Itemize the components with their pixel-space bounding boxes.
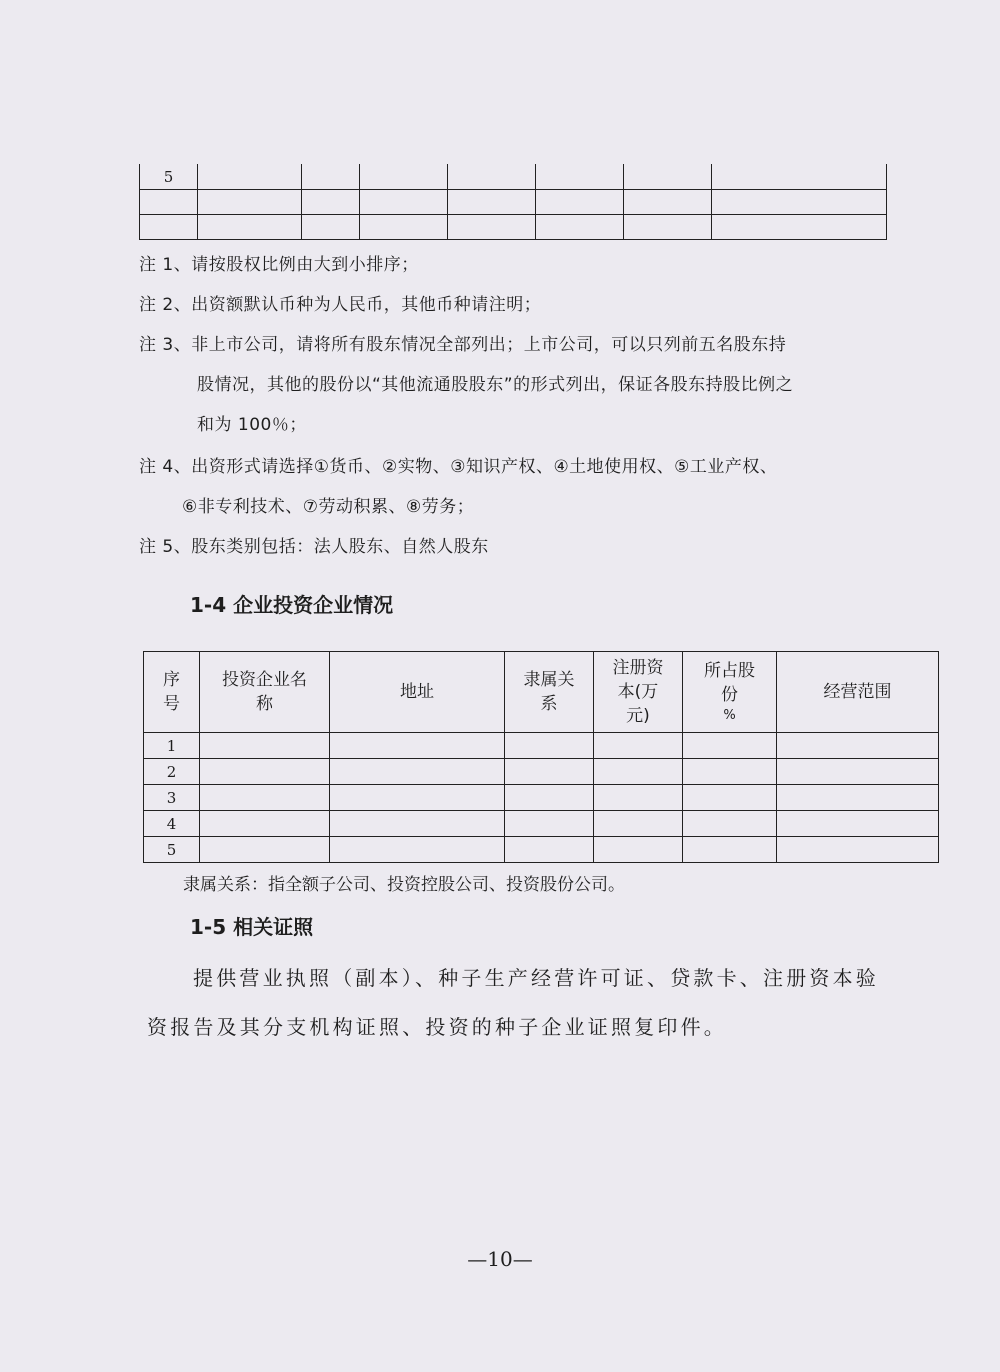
table-cell [712,190,887,215]
table-cell [360,164,448,190]
relation-footnote: 隶属关系：指全额子公司、投资控股公司、投资股份公司。 [183,875,625,895]
table-cell [683,733,777,759]
row-number: 1 [144,733,200,759]
header-address: 地址 [330,652,505,733]
section-title-1-4: 1-4 企业投资企业情况 [190,593,394,617]
row-number: 3 [144,785,200,811]
row-number: 5 [144,837,200,863]
table-cell [302,190,360,215]
table-cell [198,164,302,190]
table-cell [505,837,594,863]
table-cell [683,811,777,837]
table-row [144,785,939,811]
table-cell [624,215,712,240]
note-5: 注 5、股东类别包括：法人股东、自然人股东 [139,537,489,557]
table-cell [330,785,505,811]
table-row [140,190,887,215]
shareholder-table-continuation [139,164,887,240]
table-cell [594,785,683,811]
table-cell [200,759,330,785]
table-cell [302,164,360,190]
table-cell [594,759,683,785]
investment-table [143,651,939,863]
table-row [144,837,939,863]
header-relation: 隶属关 系 [505,652,594,733]
table-cell [302,215,360,240]
table-cell [360,215,448,240]
table-row [144,733,939,759]
note-3-line-3: 和为 100％； [197,415,307,435]
note-4: 注 4、出资形式请选择①货币、②实物、③知识产权、④土地使用权、⑤工业产权、 [139,457,778,477]
table-cell [200,785,330,811]
paragraph-line-2: 资报告及其分支机构证照、投资的种子企业证照复印件。 [147,1015,727,1039]
row-number: 4 [144,811,200,837]
table-cell [777,837,939,863]
table-cell [683,837,777,863]
note-3-line-2: 股情况，其他的股份以“其他流通股股东”的形式列出，保证各股东持股比例之 [197,375,794,395]
table-cell [505,811,594,837]
page-number: —10— [467,1247,533,1271]
table-cell [198,215,302,240]
table-row [140,215,887,240]
table-cell [505,733,594,759]
table-cell [200,733,330,759]
table-cell [624,164,712,190]
table-cell [594,733,683,759]
header-company-name: 投资企业名 称 [200,652,330,733]
note-4-line-2: ⑥非专利技术、⑦劳动积累、⑧劳务； [182,497,475,517]
table-cell [683,759,777,785]
section-title-1-5: 1-5 相关证照 [190,915,314,939]
table-cell [330,733,505,759]
table-cell [536,215,624,240]
table-row [144,759,939,785]
table-cell [330,811,505,837]
header-business-scope: 经营范围 [777,652,939,733]
table-cell [330,837,505,863]
table-cell [594,837,683,863]
table-cell [777,759,939,785]
header-share-percent: 所占股 份 % [683,652,777,733]
header-seq: 序 号 [144,652,200,733]
table-cell [198,190,302,215]
table-cell [448,190,536,215]
table-cell [505,759,594,785]
table-cell [140,215,198,240]
header-registered-capital: 注册资 本(万 元) [594,652,683,733]
table-cell [777,811,939,837]
table-cell [536,164,624,190]
row-number: 2 [144,759,200,785]
table-cell: 5 [140,164,198,190]
table-cell [360,190,448,215]
paragraph-line-1: 提供营业执照（副本）、种子生产经营许可证、贷款卡、注册资本验 [193,966,879,990]
note-2: 注 2、出资额默认币种为人民币，其他币种请注明； [139,295,542,315]
table-cell [683,785,777,811]
table-cell [200,811,330,837]
table-row [140,164,887,190]
table-cell [712,215,887,240]
table-cell [777,733,939,759]
note-1: 注 1、请按股权比例由大到小排序； [139,255,419,275]
table-cell [505,785,594,811]
note-3: 注 3、非上市公司，请将所有股东情况全部列出；上市公司，可以只列前五名股东持 [139,335,787,355]
table-cell [330,759,505,785]
table-cell [777,785,939,811]
table-cell [140,190,198,215]
table-cell [594,811,683,837]
table-row [144,811,939,837]
table-cell [712,164,887,190]
table-cell [536,190,624,215]
table-cell [200,837,330,863]
table-cell [448,215,536,240]
table-cell [624,190,712,215]
table-cell [448,164,536,190]
table-header-row [144,652,939,733]
